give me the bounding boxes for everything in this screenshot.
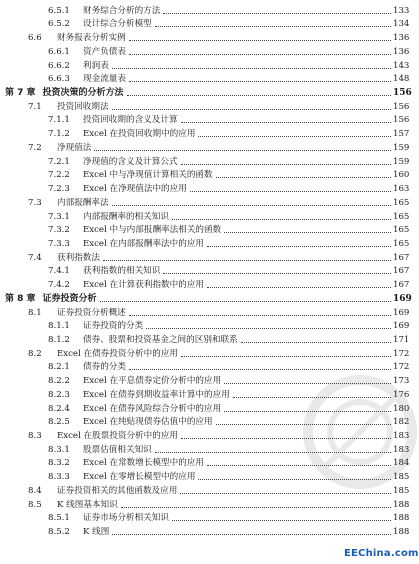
toc-entry-number: 7.2.3 bbox=[48, 184, 70, 195]
toc-entry-title: 设计综合分析模型 bbox=[83, 19, 152, 30]
toc-entry-page: 185 bbox=[393, 485, 410, 496]
toc-entry-title: 获利指数法 bbox=[57, 252, 100, 263]
dot-leader bbox=[112, 108, 391, 110]
toc-entry bbox=[0, 195, 411, 209]
dot-leader bbox=[112, 67, 391, 69]
toc-chapter-entry bbox=[0, 85, 411, 99]
toc-entry-page: 134 bbox=[393, 19, 410, 30]
toc-entry-page: 159 bbox=[393, 142, 410, 153]
toc-entry-page: 171 bbox=[393, 334, 410, 345]
toc-entry-page: 184 bbox=[393, 458, 410, 469]
toc-entry-number: 8.2 bbox=[28, 348, 42, 359]
toc-entry-number: 6.6.2 bbox=[48, 60, 70, 71]
toc-entry-page: 136 bbox=[393, 33, 410, 44]
dot-leader bbox=[216, 423, 391, 425]
dot-leader bbox=[190, 190, 391, 192]
dot-leader bbox=[129, 314, 391, 316]
toc-entry-title: 投资回收期法 bbox=[57, 101, 109, 112]
toc-entry-number: 8.3.3 bbox=[48, 472, 70, 483]
toc-entry bbox=[0, 456, 411, 470]
toc-entry-page: 173 bbox=[393, 376, 410, 387]
toc-entry bbox=[0, 428, 411, 442]
toc-entry-title: 证券市场分析相关知识 bbox=[83, 513, 169, 524]
toc-entry-page: 185 bbox=[393, 472, 410, 483]
toc-entry bbox=[0, 469, 411, 483]
toc-entry bbox=[0, 126, 411, 140]
toc-entry-title: 债券的分类 bbox=[83, 362, 126, 373]
toc-entry-page: 183 bbox=[393, 431, 410, 441]
toc-entry bbox=[0, 483, 411, 497]
toc-entry-page: 172 bbox=[393, 348, 410, 359]
toc-entry-number: 8.4 bbox=[28, 485, 42, 496]
toc-entry-page: 176 bbox=[393, 389, 410, 400]
toc-entry-title: 债券、股票和投资基金之间的区别和联系 bbox=[83, 334, 238, 345]
toc-entry-number: 8.5.2 bbox=[48, 527, 70, 538]
dot-leader bbox=[207, 464, 391, 466]
dot-leader bbox=[198, 135, 391, 137]
toc-entry-title: Excel 在债券投资分析中的应用 bbox=[57, 348, 179, 359]
dot-leader bbox=[121, 506, 391, 508]
toc-entry-page: 148 bbox=[393, 74, 410, 85]
toc-entry bbox=[0, 442, 411, 456]
toc-entry-title: Excel 中与净现值计算相关的函数 bbox=[83, 170, 213, 181]
toc-entry-page: 156 bbox=[393, 101, 410, 112]
toc-entry bbox=[0, 99, 411, 113]
dot-leader bbox=[103, 259, 391, 261]
dot-leader bbox=[172, 218, 391, 220]
toc-entry-page: 180 bbox=[393, 403, 410, 414]
dot-leader bbox=[172, 519, 391, 521]
toc-entry-number: 7.2.2 bbox=[48, 170, 70, 181]
toc-entry-page: 167 bbox=[393, 266, 410, 277]
toc-entry-page: 159 bbox=[393, 156, 410, 167]
toc-entry-number: 7.4.1 bbox=[48, 266, 70, 277]
toc-entry-number: 8.5 bbox=[28, 499, 42, 510]
toc-entry-page: 165 bbox=[393, 238, 410, 249]
toc-entry-number: 8.1 bbox=[28, 307, 42, 318]
toc-entry bbox=[0, 264, 411, 278]
toc-entry bbox=[0, 181, 411, 195]
toc-entry-number: 7.3.1 bbox=[48, 211, 70, 222]
toc-entry-title: 投资决策的分析方法 bbox=[42, 88, 124, 99]
toc-entry-number: 6.6 bbox=[28, 33, 42, 44]
toc-entry-page: 133 bbox=[393, 5, 410, 16]
toc-entry bbox=[0, 154, 411, 168]
dot-leader bbox=[224, 231, 391, 233]
toc-entry bbox=[0, 360, 411, 374]
toc-entry bbox=[0, 30, 411, 44]
toc-entry-page: 157 bbox=[393, 129, 410, 140]
toc-entry-title: 现金流量表 bbox=[83, 74, 126, 85]
toc-entry-title: 证券投资相关的其他函数及应用 bbox=[57, 485, 178, 496]
toc-entry bbox=[0, 511, 411, 525]
toc-entry-number: 第 8 章 bbox=[5, 293, 36, 304]
toc-entry-title: Excel 在投资回收期中的应用 bbox=[83, 129, 196, 140]
toc-entry-number: 8.2.3 bbox=[48, 389, 70, 400]
toc-entry bbox=[0, 72, 411, 86]
toc-entry-title: Excel 在常数增长模型中的应用 bbox=[83, 458, 205, 469]
toc-entry-number: 7.1.2 bbox=[48, 129, 70, 140]
toc-entry-number: 6.5.2 bbox=[48, 19, 70, 30]
toc-entry bbox=[0, 319, 411, 333]
toc-entry-page: 182 bbox=[393, 417, 410, 428]
table-of-contents bbox=[0, 3, 411, 538]
toc-entry-page: 188 bbox=[393, 513, 410, 524]
toc-entry-number: 7.3 bbox=[28, 197, 42, 208]
dot-leader bbox=[112, 204, 391, 206]
toc-entry-number: 8.1.1 bbox=[48, 321, 70, 332]
toc-entry bbox=[0, 223, 411, 237]
dot-leader bbox=[163, 12, 391, 14]
toc-entry-number: 8.2.4 bbox=[48, 403, 70, 414]
toc-entry bbox=[0, 277, 411, 291]
site-logo: EEChina.com bbox=[344, 548, 419, 559]
toc-entry bbox=[0, 3, 411, 17]
toc-entry-number: 7.1.1 bbox=[48, 115, 70, 126]
dot-leader bbox=[181, 121, 391, 123]
toc-entry-number: 8.3 bbox=[28, 431, 42, 441]
toc-entry-title: 内部报酬率的相关知识 bbox=[83, 211, 169, 222]
toc-entry-title: 投资回收期的含义及计算 bbox=[83, 115, 178, 126]
toc-entry-number: 第 7 章 bbox=[5, 88, 36, 99]
toc-entry-page: 167 bbox=[393, 252, 410, 263]
toc-entry bbox=[0, 373, 411, 387]
toc-entry-page: 165 bbox=[393, 211, 410, 222]
toc-entry-number: 7.2 bbox=[28, 142, 42, 153]
toc-entry-page: 165 bbox=[393, 197, 410, 208]
toc-entry-number: 7.4.2 bbox=[48, 280, 70, 291]
toc-entry-title: Excel 在债券到期收益率计算中的应用 bbox=[83, 389, 230, 400]
dot-leader bbox=[198, 478, 391, 480]
toc-entry-title: Excel 在股票投资分析中的应用 bbox=[57, 431, 179, 441]
toc-entry-number: 8.3.1 bbox=[48, 444, 70, 455]
toc-entry-number: 8.5.1 bbox=[48, 513, 70, 524]
toc-entry-page: 163 bbox=[393, 184, 410, 195]
toc-entry-title: Excel 中与内部报酬率法相关的函数 bbox=[83, 225, 222, 236]
toc-entry-title: Excel 在内部报酬率法中的应用 bbox=[83, 238, 205, 249]
toc-entry-page: 169 bbox=[393, 307, 410, 318]
toc-entry bbox=[0, 168, 411, 182]
toc-entry-number: 8.3.2 bbox=[48, 458, 70, 469]
dot-leader bbox=[241, 341, 391, 343]
dot-leader bbox=[94, 149, 391, 151]
toc-entry bbox=[0, 113, 411, 127]
dot-leader bbox=[216, 176, 391, 178]
toc-entry-page: 188 bbox=[393, 527, 410, 538]
dot-leader bbox=[129, 53, 391, 55]
toc-entry-number: 7.1 bbox=[28, 101, 42, 112]
toc-entry-title: 证券投资的分类 bbox=[83, 321, 144, 332]
toc-entry-page: 188 bbox=[393, 499, 410, 510]
toc-chapter-entry bbox=[0, 291, 411, 305]
toc-entry-title: Excel 在平息债券定价分析中的应用 bbox=[83, 376, 222, 387]
toc-entry bbox=[0, 387, 411, 401]
toc-entry-number: 8.1.2 bbox=[48, 334, 70, 345]
toc-entry-title: 证券投资分析概述 bbox=[57, 307, 126, 318]
toc-entry bbox=[0, 209, 411, 223]
toc-entry-title: K 线图 bbox=[83, 527, 110, 538]
dot-leader bbox=[207, 286, 391, 288]
toc-entry-page: 167 bbox=[393, 280, 410, 291]
toc-entry-title: 获利指数的相关知识 bbox=[83, 266, 161, 277]
toc-entry-number: 7.3.2 bbox=[48, 225, 70, 236]
toc-entry-page: 156 bbox=[393, 115, 410, 126]
toc-entry bbox=[0, 524, 411, 538]
toc-entry-number: 6.6.1 bbox=[48, 46, 70, 57]
toc-entry-title: Excel 在债券风险综合分析中的应用 bbox=[83, 403, 222, 414]
toc-entry-number: 7.3.3 bbox=[48, 238, 70, 249]
toc-entry bbox=[0, 401, 411, 415]
dot-leader bbox=[207, 245, 391, 247]
toc-entry-title: Excel 在计算获利指数中的应用 bbox=[83, 280, 205, 291]
toc-entry bbox=[0, 140, 411, 154]
toc-entry bbox=[0, 497, 411, 511]
dot-leader bbox=[146, 327, 391, 329]
dot-leader bbox=[129, 368, 391, 370]
toc-entry-title: 财务综合分析的方法 bbox=[83, 5, 161, 16]
dot-leader bbox=[155, 25, 391, 27]
dot-leader bbox=[181, 163, 391, 165]
toc-entry bbox=[0, 415, 411, 429]
toc-entry-title: 净现值的含义及计算公式 bbox=[83, 156, 178, 167]
toc-entry-title: Excel 在零增长模型中的应用 bbox=[83, 472, 196, 483]
toc-entry-page: 143 bbox=[393, 60, 410, 71]
dot-leader bbox=[181, 437, 391, 439]
toc-entry-page: 160 bbox=[393, 170, 410, 181]
toc-entry bbox=[0, 332, 411, 346]
dot-leader bbox=[224, 382, 391, 384]
toc-entry-title: 利润表 bbox=[83, 60, 109, 71]
toc-entry-page: 165 bbox=[393, 225, 410, 236]
dot-leader bbox=[163, 272, 391, 274]
toc-entry bbox=[0, 236, 411, 250]
dot-leader bbox=[233, 396, 391, 398]
dot-leader bbox=[224, 410, 391, 412]
toc-entry-page: 156 bbox=[393, 88, 412, 99]
toc-entry bbox=[0, 44, 411, 58]
toc-entry bbox=[0, 58, 411, 72]
toc-entry-number: 7.4 bbox=[28, 252, 42, 263]
toc-entry-number: 8.2.5 bbox=[48, 417, 70, 428]
toc-entry-number: 6.6.3 bbox=[48, 74, 70, 85]
dot-leader bbox=[181, 355, 391, 357]
toc-entry-title: 股票估值相关知识 bbox=[83, 444, 152, 455]
dot-leader bbox=[129, 80, 391, 82]
toc-entry-title: Excel 在纯贴现债券估值中的应用 bbox=[83, 417, 213, 428]
toc-entry-number: 8.2.1 bbox=[48, 362, 70, 373]
toc-entry-number: 6.5.1 bbox=[48, 5, 70, 16]
toc-entry-number: 8.2.2 bbox=[48, 376, 70, 387]
dot-leader bbox=[112, 533, 391, 535]
toc-entry-number: 7.2.1 bbox=[48, 156, 70, 167]
toc-entry-title: 资产负债表 bbox=[83, 46, 126, 57]
toc-entry-title: 净现值法 bbox=[57, 142, 92, 153]
dot-leader bbox=[155, 451, 391, 453]
toc-entry bbox=[0, 250, 411, 264]
toc-entry-title: K 线图基本知识 bbox=[57, 499, 118, 510]
toc-entry-title: 财务报表分析实例 bbox=[57, 33, 126, 44]
dot-leader bbox=[100, 300, 391, 302]
toc-entry-page: 169 bbox=[393, 293, 412, 304]
toc-entry-page: 169 bbox=[393, 321, 410, 332]
toc-entry bbox=[0, 17, 411, 31]
dot-leader bbox=[129, 39, 391, 41]
toc-entry-page: 172 bbox=[393, 362, 410, 373]
toc-entry bbox=[0, 305, 411, 319]
dot-leader bbox=[180, 492, 391, 494]
toc-entry bbox=[0, 346, 411, 360]
toc-entry-title: 证券投资分析 bbox=[42, 293, 97, 304]
toc-entry-title: 内部报酬率法 bbox=[57, 197, 109, 208]
dot-leader bbox=[127, 94, 391, 96]
toc-entry-page: 183 bbox=[393, 444, 410, 455]
toc-entry-title: Excel 在净现值法中的应用 bbox=[83, 184, 187, 195]
toc-entry-page: 136 bbox=[393, 46, 410, 57]
